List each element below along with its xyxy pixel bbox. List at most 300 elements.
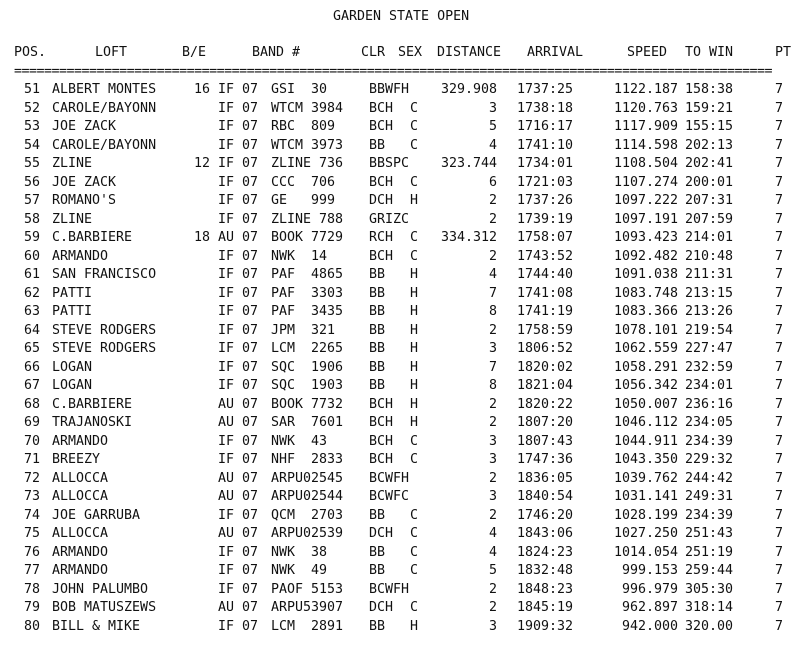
cell-pos: 58 — [24, 211, 41, 227]
cell-arrival: 1758:59 — [517, 322, 574, 338]
cell-yr: 07 — [242, 452, 259, 467]
cell-be: IF — [217, 322, 234, 338]
cell-pos: 74 — [24, 507, 41, 523]
cell-band: JPM 321 — [271, 322, 336, 338]
cell-pos: 57 — [24, 193, 41, 208]
cell-yr: 07 — [242, 119, 259, 134]
cell-band: LCM 2891 — [271, 618, 344, 634]
cell-be: AU — [217, 526, 234, 541]
cell-speed: 1092.482 — [613, 248, 678, 264]
cell-arrival: 1716:17 — [517, 119, 574, 134]
cell-pt: 7 — [775, 618, 784, 634]
cell-yr: 07 — [242, 304, 259, 319]
cell-loft: BILL & MIKE — [52, 618, 141, 634]
cell-arrival: 1739:19 — [517, 211, 574, 227]
cell-sex: H — [410, 193, 419, 208]
cell-towin: 207:31 — [685, 193, 734, 208]
cell-band: PAF 3435 — [271, 304, 344, 319]
cell-yr: 07 — [242, 470, 259, 486]
cell-sex: C — [410, 174, 419, 190]
cell-pt: 7 — [775, 526, 784, 541]
cell-pt: 7 — [775, 581, 784, 597]
cell-pt: 7 — [775, 378, 784, 393]
cell-band: ARPU53907 — [271, 600, 344, 615]
cell-loft: C.BARBIERE — [52, 396, 133, 412]
cell-pos: 69 — [24, 415, 41, 430]
cell-pt: 7 — [775, 119, 784, 134]
cell-band: SAR 7601 — [271, 415, 344, 430]
cell-yr: 07 — [242, 396, 259, 412]
cell-towin: 320.00 — [685, 618, 734, 634]
cell-clr: BCWFC — [369, 489, 410, 504]
cell-be: IF — [217, 618, 234, 634]
cell-speed: 1039.762 — [613, 470, 678, 486]
cell-pt: 7 — [775, 396, 784, 412]
cell-be: IF — [217, 285, 234, 301]
cell-be: IF — [217, 507, 234, 523]
cell-arrival: 1820:22 — [517, 396, 574, 412]
cell-clr: BB — [369, 563, 386, 578]
cell-be: IF — [217, 581, 234, 597]
cell-sex: C — [410, 248, 419, 264]
cell-band: SQC 1903 — [271, 378, 344, 393]
cell-pos: 68 — [24, 396, 41, 412]
cell-arrival: 1743:52 — [517, 248, 574, 264]
cell-arrival: 1741:19 — [517, 304, 574, 319]
cell-loft: ARMANDO — [52, 563, 109, 578]
cell-speed: 999.153 — [621, 563, 678, 578]
cell-yr: 07 — [242, 248, 259, 264]
cell-yr: 07 — [242, 285, 259, 301]
cell-sex: C — [410, 600, 419, 615]
cell-distance: 4 — [488, 544, 497, 560]
cell-distance: 2 — [488, 211, 497, 227]
cell-pt: 7 — [775, 304, 784, 319]
cell-pt: 7 — [775, 100, 784, 116]
cell-towin: 202:41 — [685, 156, 734, 171]
cell-towin: 213:26 — [685, 304, 734, 319]
cell-be: 18 AU — [193, 230, 234, 245]
cell-distance: 7 — [488, 285, 497, 301]
cell-towin: 234:01 — [685, 378, 734, 393]
cell-arrival: 1840:54 — [517, 489, 574, 504]
cell-pos: 76 — [24, 544, 41, 560]
cell-sex: H — [410, 267, 419, 282]
cell-speed: 1043.350 — [613, 452, 678, 467]
cell-pt: 7 — [775, 563, 784, 578]
cell-distance: 2 — [488, 396, 497, 412]
cell-band: GE 999 — [271, 193, 336, 208]
cell-distance: 2 — [488, 248, 497, 264]
cell-be: 16 IF — [193, 82, 234, 97]
cell-towin: 202:13 — [685, 137, 734, 153]
cell-speed: 1031.141 — [613, 489, 678, 504]
cell-clr: BB — [369, 137, 386, 153]
header-arrival: ARRIVAL — [527, 45, 584, 60]
cell-distance: 4 — [488, 137, 497, 153]
cell-yr: 07 — [242, 211, 259, 227]
cell-distance: 323.744 — [440, 156, 497, 171]
cell-loft: ALLOCCA — [52, 470, 109, 486]
cell-towin: 155:15 — [685, 119, 734, 134]
cell-be: IF — [217, 544, 234, 560]
cell-arrival: 1909:32 — [517, 618, 574, 634]
cell-towin: 219:54 — [685, 322, 734, 338]
cell-clr: BB — [369, 304, 386, 319]
cell-yr: 07 — [242, 618, 259, 634]
cell-sex: H — [410, 415, 419, 430]
cell-distance: 2 — [488, 322, 497, 338]
cell-loft: JOHN PALUMBO — [52, 581, 149, 597]
cell-yr: 07 — [242, 581, 259, 597]
cell-speed: 1027.250 — [613, 526, 678, 541]
cell-be: IF — [217, 211, 234, 227]
cell-towin: 305:30 — [685, 581, 734, 597]
cell-band: PAF 3303 — [271, 285, 344, 301]
cell-be: 12 IF — [193, 156, 234, 171]
cell-clr: DCH — [369, 600, 394, 615]
cell-distance: 7 — [488, 359, 497, 375]
cell-pt: 7 — [775, 433, 784, 449]
cell-arrival: 1721:03 — [517, 174, 574, 190]
header-distance: DISTANCE — [437, 45, 502, 60]
cell-band: PAF 4865 — [271, 267, 344, 282]
cell-distance: 6 — [488, 174, 497, 190]
cell-loft: C.BARBIERE — [52, 230, 133, 245]
cell-distance: 2 — [488, 600, 497, 615]
cell-towin: 251:19 — [685, 544, 734, 560]
cell-pt: 7 — [775, 193, 784, 208]
cell-clr: BBWFH — [369, 82, 410, 97]
header-clr: CLR — [361, 45, 386, 60]
cell-speed: 1097.222 — [613, 193, 678, 208]
cell-distance: 2 — [488, 507, 497, 523]
cell-distance: 8 — [488, 304, 497, 319]
cell-be: IF — [217, 359, 234, 375]
cell-sex: H — [410, 285, 419, 301]
cell-clr: BCH — [369, 100, 394, 116]
cell-arrival: 1741:08 — [517, 285, 574, 301]
cell-pt: 7 — [775, 470, 784, 486]
cell-towin: 210:48 — [685, 248, 734, 264]
cell-yr: 07 — [242, 137, 259, 153]
cell-band: WTCM 3984 — [271, 100, 344, 116]
cell-distance: 3 — [488, 618, 497, 634]
cell-towin: 232:59 — [685, 359, 734, 375]
cell-be: AU — [217, 489, 234, 504]
cell-distance: 3 — [488, 452, 497, 467]
cell-yr: 07 — [242, 563, 259, 578]
cell-speed: 1117.909 — [613, 119, 678, 134]
cell-sex: H — [410, 341, 419, 356]
cell-speed: 1108.504 — [613, 156, 678, 171]
cell-speed: 1078.101 — [613, 322, 678, 338]
cell-distance: 3 — [488, 489, 497, 504]
cell-pos: 77 — [24, 563, 41, 578]
cell-band: BOOK 7732 — [271, 396, 344, 412]
cell-band: PAOF 5153 — [271, 581, 344, 597]
cell-distance: 3 — [488, 341, 497, 356]
cell-sex: C — [410, 563, 419, 578]
cell-band: NWK 43 — [271, 433, 328, 449]
cell-yr: 07 — [242, 100, 259, 116]
header-pt: PT — [775, 45, 792, 60]
report-title: GARDEN STATE OPEN — [333, 9, 470, 24]
cell-pt: 7 — [775, 489, 784, 504]
cell-be: IF — [217, 304, 234, 319]
cell-arrival: 1737:25 — [517, 82, 574, 97]
cell-yr: 07 — [242, 359, 259, 375]
cell-loft: ALLOCCA — [52, 526, 109, 541]
cell-pt: 7 — [775, 600, 784, 615]
cell-pos: 61 — [24, 267, 41, 282]
cell-speed: 1097.191 — [613, 211, 678, 227]
cell-arrival: 1848:23 — [517, 581, 574, 597]
cell-pos: 67 — [24, 378, 41, 393]
cell-clr: BCH — [369, 119, 394, 134]
cell-speed: 1058.291 — [613, 359, 678, 375]
cell-pos: 52 — [24, 100, 41, 116]
cell-band: NHF 2833 — [271, 452, 344, 467]
cell-yr: 07 — [242, 526, 259, 541]
cell-arrival: 1738:18 — [517, 100, 574, 116]
cell-distance: 5 — [488, 563, 497, 578]
cell-pos: 51 — [24, 82, 41, 97]
header-separator: ===================================================================================================== — [14, 66, 773, 78]
cell-distance: 8 — [488, 378, 497, 393]
cell-arrival: 1807:43 — [517, 433, 574, 449]
cell-loft: ALBERT MONTES — [52, 82, 157, 97]
cell-loft: STEVE RODGERS — [52, 322, 157, 338]
cell-speed: 1122.187 — [613, 82, 678, 97]
cell-sex: C — [410, 526, 419, 541]
cell-arrival: 1758:07 — [517, 230, 574, 245]
cell-towin: 211:31 — [685, 267, 734, 282]
cell-clr: DCH — [369, 526, 394, 541]
cell-speed: 1120.763 — [613, 100, 678, 116]
cell-band: NWK 38 — [271, 544, 328, 560]
cell-distance: 4 — [488, 526, 497, 541]
cell-sex: H — [410, 322, 419, 338]
cell-band: ARPU02545 — [271, 470, 344, 486]
cell-sex: C — [410, 452, 419, 467]
cell-be: IF — [217, 248, 234, 264]
cell-speed: 962.897 — [621, 600, 678, 615]
cell-band: WTCM 3973 — [271, 137, 344, 153]
cell-loft: ZLINE — [52, 156, 93, 171]
cell-arrival: 1747:36 — [517, 452, 574, 467]
cell-loft: BREEZY — [52, 452, 101, 467]
cell-loft: CAROLE/BAYONN — [52, 137, 157, 153]
cell-band: BOOK 7729 — [271, 230, 344, 245]
cell-clr: BB — [369, 507, 386, 523]
cell-pt: 7 — [775, 415, 784, 430]
cell-loft: ARMANDO — [52, 544, 109, 560]
cell-speed: 1056.342 — [613, 378, 678, 393]
cell-band: SQC 1906 — [271, 359, 344, 375]
cell-speed: 1044.911 — [613, 433, 678, 449]
cell-be: IF — [217, 100, 234, 116]
header-sex: SEX — [398, 45, 423, 60]
cell-speed: 1046.112 — [613, 415, 678, 430]
cell-clr: RCH — [369, 230, 394, 245]
cell-loft: BOB MATUSZEWS — [52, 600, 157, 615]
cell-pos: 71 — [24, 452, 41, 467]
cell-pt: 7 — [775, 452, 784, 467]
cell-pos: 56 — [24, 174, 41, 190]
cell-clr: BCH — [369, 433, 394, 449]
cell-pt: 7 — [775, 174, 784, 190]
cell-clr: BCWFH — [369, 470, 410, 486]
cell-yr: 07 — [242, 544, 259, 560]
cell-towin: 234:39 — [685, 433, 734, 449]
cell-loft: ARMANDO — [52, 433, 109, 449]
cell-clr: BCH — [369, 174, 394, 190]
cell-speed: 1014.054 — [613, 544, 678, 560]
cell-yr: 07 — [242, 82, 259, 97]
cell-band: RBC 809 — [271, 119, 336, 134]
cell-towin: 200:01 — [685, 174, 734, 190]
cell-clr: BB — [369, 322, 386, 338]
cell-yr: 07 — [242, 156, 259, 171]
header-band: BAND # — [252, 45, 301, 60]
cell-yr: 07 — [242, 267, 259, 282]
cell-sex: C — [410, 137, 419, 153]
cell-sex: H — [410, 378, 419, 393]
cell-arrival: 1807:20 — [517, 415, 574, 430]
cell-pos: 65 — [24, 341, 41, 356]
cell-clr: BCH — [369, 396, 394, 412]
cell-pt: 7 — [775, 267, 784, 282]
cell-towin: 214:01 — [685, 230, 734, 245]
cell-band: LCM 2265 — [271, 341, 344, 356]
cell-loft: SAN FRANCISCO — [52, 267, 157, 282]
cell-distance: 2 — [488, 193, 497, 208]
cell-pos: 66 — [24, 359, 41, 375]
cell-clr: BB — [369, 341, 386, 356]
cell-speed: 1114.598 — [613, 137, 678, 153]
cell-loft: JOE ZACK — [52, 174, 117, 190]
cell-clr: BB — [369, 544, 386, 560]
cell-be: IF — [217, 563, 234, 578]
cell-towin: 318:14 — [685, 600, 734, 615]
cell-clr: BB — [369, 359, 386, 375]
cell-yr: 07 — [242, 507, 259, 523]
cell-be: AU — [217, 600, 234, 615]
cell-loft: JOE ZACK — [52, 119, 117, 134]
cell-arrival: 1737:26 — [517, 193, 574, 208]
cell-arrival: 1821:04 — [517, 378, 574, 393]
cell-pos: 53 — [24, 119, 41, 134]
cell-be: IF — [217, 433, 234, 449]
cell-towin: 229:32 — [685, 452, 734, 467]
cell-speed: 1083.748 — [613, 285, 678, 301]
cell-distance: 3 — [488, 100, 497, 116]
cell-band: ARPU02544 — [271, 489, 344, 504]
cell-band: ARPU02539 — [271, 526, 344, 541]
cell-sex: H — [410, 618, 419, 634]
cell-sex: H — [410, 396, 419, 412]
cell-loft: STEVE RODGERS — [52, 341, 157, 356]
cell-towin: 236:16 — [685, 396, 734, 412]
cell-loft: PATTI — [52, 285, 93, 301]
cell-be: IF — [217, 267, 234, 282]
cell-band: NWK 49 — [271, 563, 328, 578]
cell-yr: 07 — [242, 489, 259, 504]
cell-sex: C — [410, 544, 419, 560]
cell-arrival: 1843:06 — [517, 526, 574, 541]
cell-sex: C — [410, 507, 419, 523]
cell-arrival: 1741:10 — [517, 137, 574, 153]
cell-distance: 2 — [488, 470, 497, 486]
cell-arrival: 1836:05 — [517, 470, 574, 486]
header-speed: SPEED — [627, 45, 668, 60]
cell-towin: 251:43 — [685, 526, 734, 541]
cell-clr: BB — [369, 285, 386, 301]
cell-loft: CAROLE/BAYONN — [52, 100, 157, 116]
cell-pos: 54 — [24, 137, 41, 153]
cell-clr: BB — [369, 378, 386, 393]
cell-clr: BCH — [369, 415, 394, 430]
cell-pos: 73 — [24, 489, 41, 504]
cell-pos: 70 — [24, 433, 41, 449]
cell-pos: 63 — [24, 304, 41, 319]
cell-distance: 2 — [488, 581, 497, 597]
cell-sex: C — [410, 100, 419, 116]
cell-pt: 7 — [775, 341, 784, 356]
cell-loft: ALLOCCA — [52, 489, 109, 504]
cell-arrival: 1845:19 — [517, 600, 574, 615]
cell-clr: BCWFH — [369, 581, 410, 597]
cell-yr: 07 — [242, 378, 259, 393]
cell-clr: BBSPC — [369, 156, 410, 171]
cell-pos: 80 — [24, 618, 41, 634]
cell-be: IF — [217, 452, 234, 467]
cell-distance: 4 — [488, 267, 497, 282]
cell-clr: GRIZC — [369, 211, 410, 227]
cell-speed: 942.000 — [621, 618, 678, 634]
cell-speed: 1091.038 — [613, 267, 678, 282]
cell-yr: 07 — [242, 322, 259, 338]
cell-band: ZLINE 736 — [271, 156, 344, 171]
cell-pos: 62 — [24, 285, 41, 301]
cell-band: ZLINE 788 — [271, 211, 344, 227]
cell-sex: C — [410, 433, 419, 449]
cell-pt: 7 — [775, 507, 784, 523]
cell-arrival: 1744:40 — [517, 267, 574, 282]
cell-clr: BB — [369, 267, 386, 282]
header-pos: POS. — [14, 45, 47, 60]
cell-yr: 07 — [242, 174, 259, 190]
cell-speed: 1083.366 — [613, 304, 678, 319]
header-be: B/E — [182, 45, 207, 60]
cell-sex: C — [410, 119, 419, 134]
cell-towin: 227:47 — [685, 341, 734, 356]
cell-band: NWK 14 — [271, 248, 328, 264]
cell-loft: LOGAN — [52, 359, 93, 375]
cell-towin: 213:15 — [685, 285, 734, 301]
cell-sex: H — [410, 304, 419, 319]
cell-pos: 75 — [24, 526, 41, 541]
cell-be: IF — [217, 341, 234, 356]
cell-pt: 7 — [775, 544, 784, 560]
cell-arrival: 1734:01 — [517, 156, 574, 171]
cell-clr: BCH — [369, 452, 394, 467]
cell-yr: 07 — [242, 433, 259, 449]
cell-arrival: 1820:02 — [517, 359, 574, 375]
cell-pos: 79 — [24, 600, 41, 615]
cell-towin: 159:21 — [685, 100, 734, 116]
